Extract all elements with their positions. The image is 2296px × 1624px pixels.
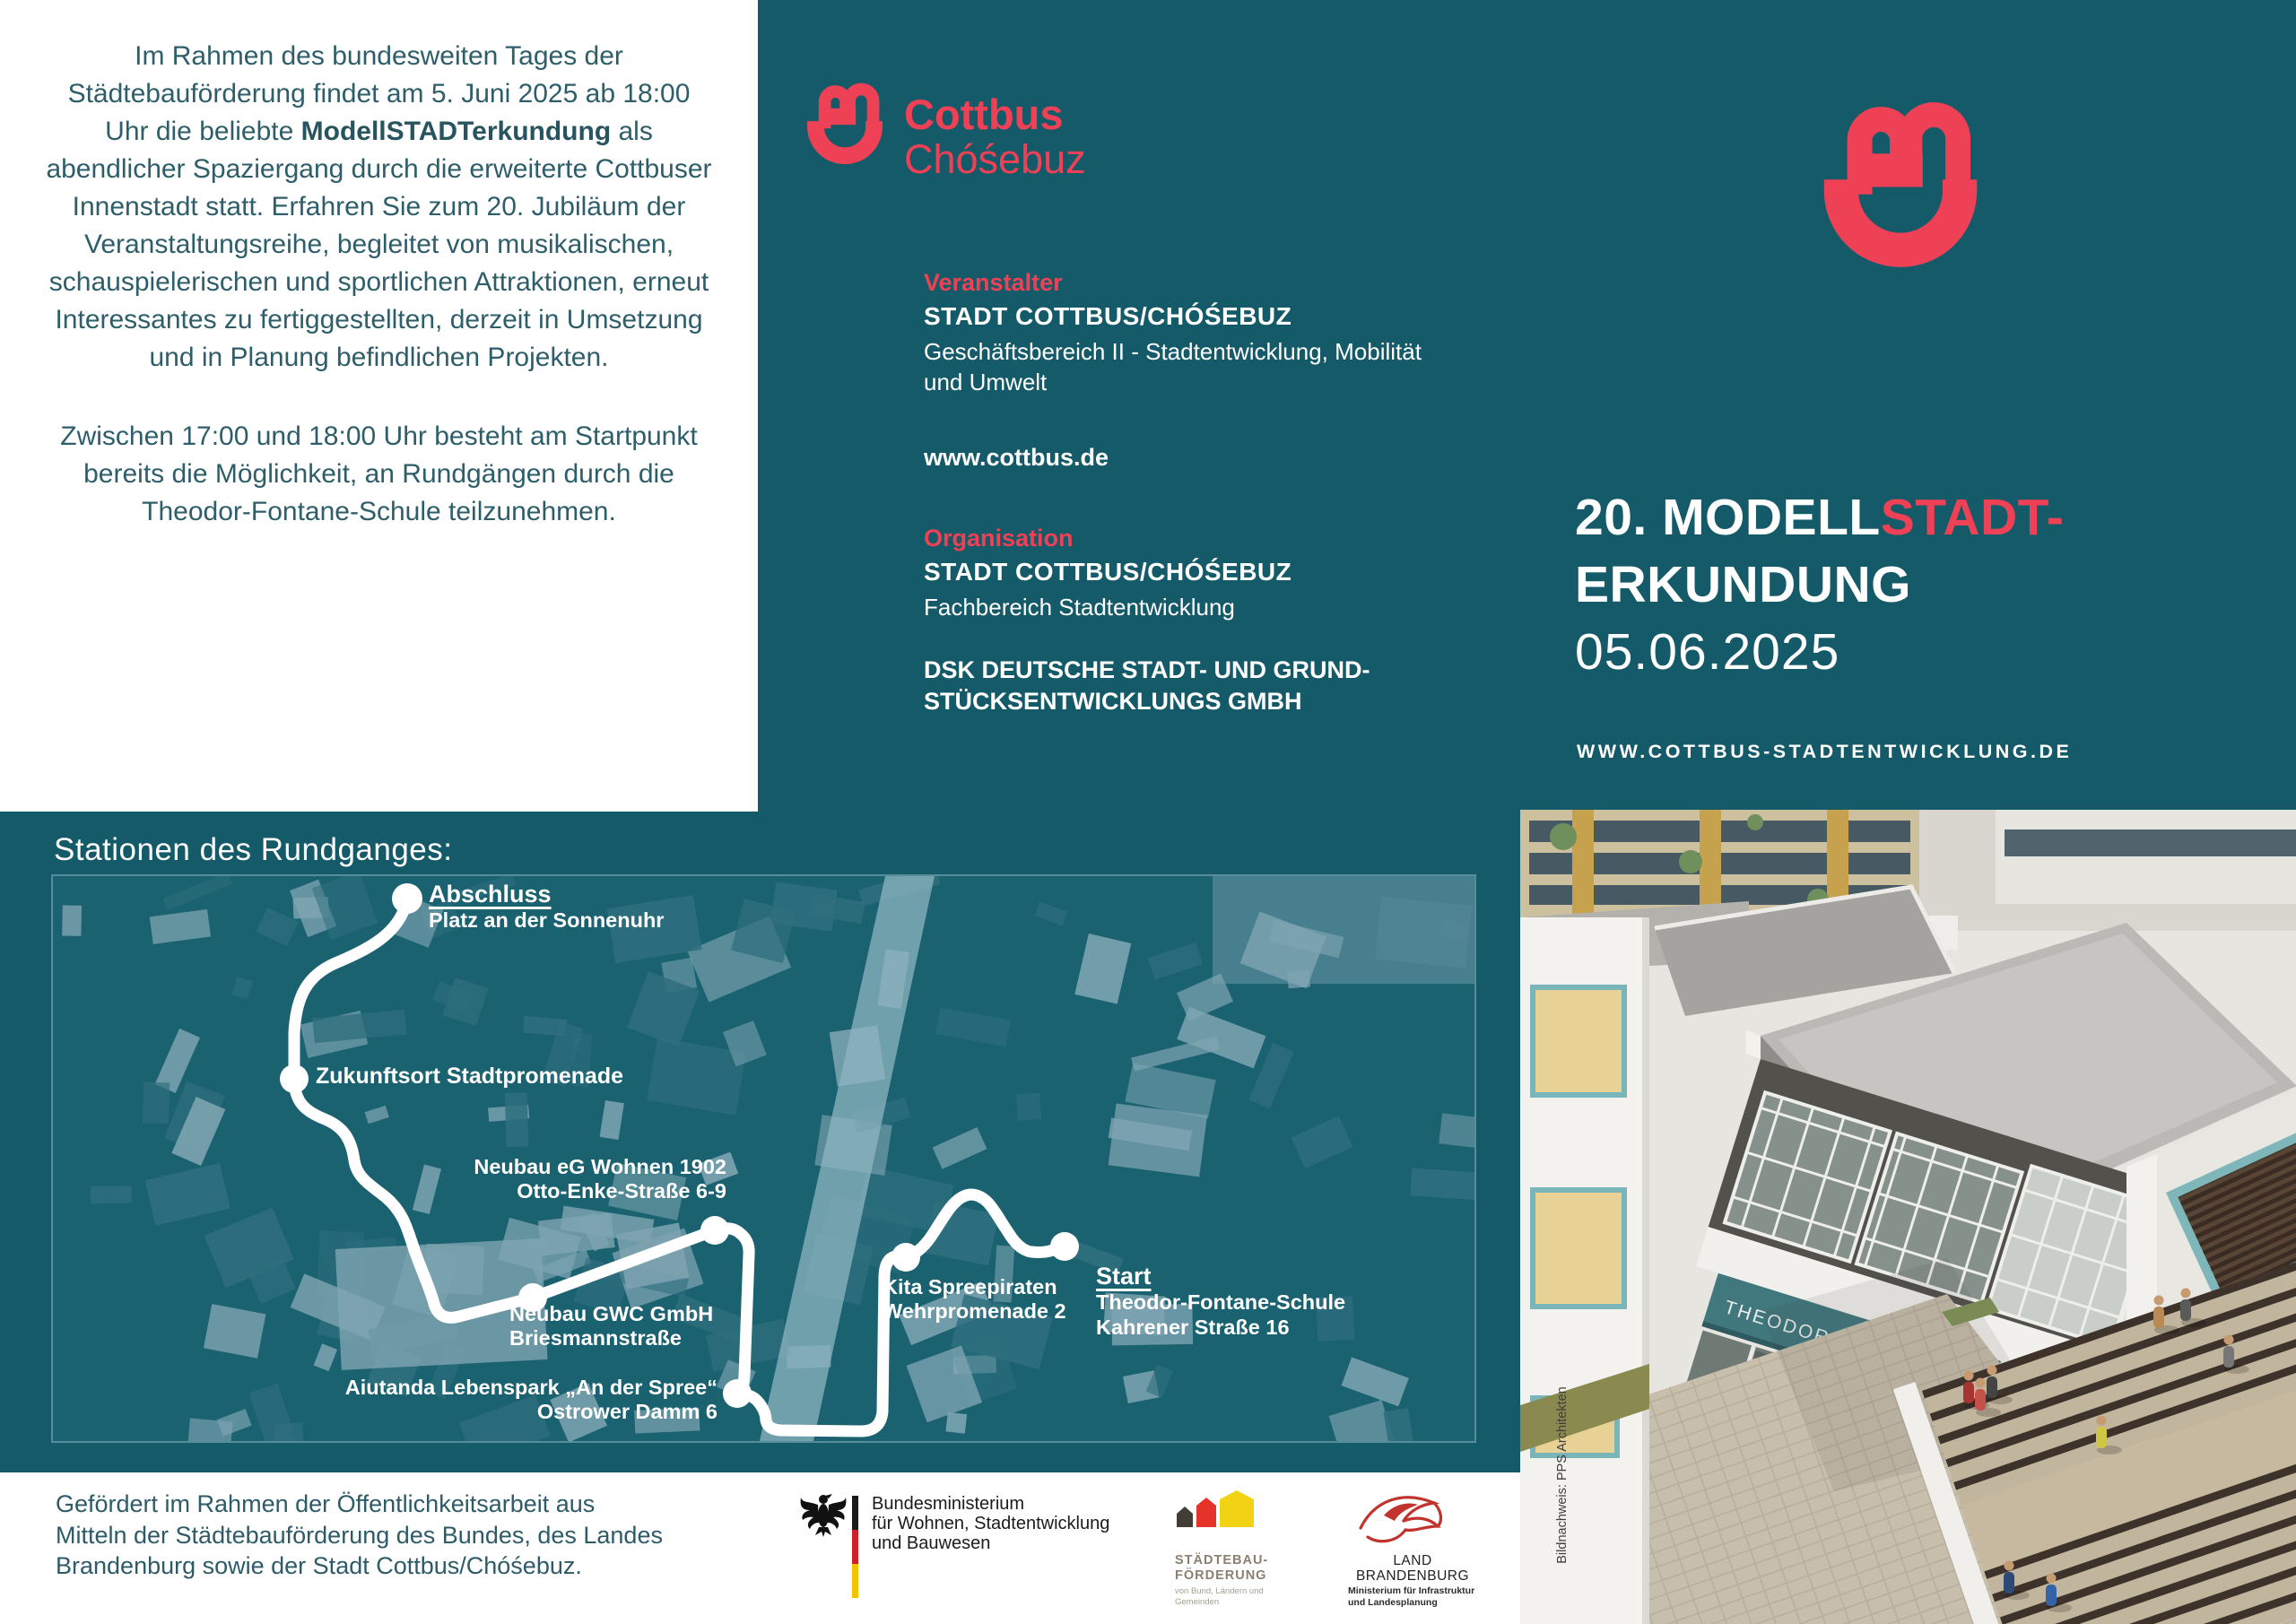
- station-label-neubau-eg: [430, 1155, 726, 1204]
- cottbus-logo-icon: [804, 63, 886, 172]
- stb-small1: von Bund, Ländern und: [1175, 1586, 1264, 1596]
- footer-line2: Mitteln der Städtebauförderung des Bundes, des Landes: [56, 1521, 663, 1549]
- veranstalter-line1: Geschäftsbereich II - Stadtentwicklung, Mobilität: [924, 338, 1422, 365]
- station-subtitle: Otto-Enke-Straße 6-9: [517, 1179, 726, 1203]
- event-title-white: 20. MODELL: [1575, 489, 1881, 546]
- staedtebaufoerderung-small-text: [1175, 1586, 1264, 1607]
- station-title: Start: [1096, 1263, 1152, 1290]
- event-title-line1: [1575, 484, 2274, 551]
- organisation-line1: Fachbereich Stadtentwicklung: [924, 594, 1235, 621]
- bundesadler-eagle-icon: [799, 1489, 848, 1539]
- station-subtitle: Wehrpromenade 2: [883, 1299, 1066, 1324]
- station-title: Neubau eG Wohnen 1902: [474, 1155, 726, 1178]
- station-title: Kita Spreepiraten: [883, 1275, 1057, 1298]
- station-dot-start: [1050, 1232, 1079, 1261]
- organisation-label: Organisation: [924, 525, 1074, 551]
- station-dot-zukunftsort: [280, 1064, 309, 1093]
- station-dot-aiutanda: [723, 1379, 752, 1408]
- organisation-partner-line1: DSK DEUTSCHE STADT- UND GRUND-: [924, 656, 1370, 684]
- german-flag-bar: [852, 1496, 858, 1598]
- bmwsb-line3: und Bauwesen: [872, 1533, 991, 1553]
- veranstalter-website: www.cottbus.de: [924, 444, 1109, 471]
- station-dot-abschluss: [392, 883, 422, 914]
- brand-city-name-sorbian: Chóśebuz: [904, 136, 1086, 182]
- intro-text-bold: ModellSTADTerkundung: [300, 117, 612, 146]
- veranstalter-label: Veranstalter: [924, 269, 1063, 296]
- station-label-aiutanda: [332, 1376, 718, 1425]
- building-render-image: [1520, 810, 2296, 1624]
- route-map: [51, 874, 1476, 1443]
- station-title: Abschluss: [429, 881, 552, 908]
- stb-line2: FÖRDERUNG: [1175, 1568, 1267, 1583]
- lbb-line1: LAND: [1393, 1553, 1432, 1568]
- map-heading: Stationen des Rundganges:: [54, 832, 453, 867]
- intro-text-end: als abendlicher Spaziergang durch die erweiterte Cottbuser Innenstadt statt. Erfahren Sie zum 20. Jubiläum der Veranstaltungsreihe, begleitet von musikalischen, schauspielerischen und sportlichen Attraktionen, erneut Interessantes zu fertiggestellten, derzeit in Umsetzung und in Planung befindlichen Projekten.: [46, 117, 712, 372]
- veranstalter-block: [924, 269, 1552, 398]
- intro-paragraph-2: Zwischen 17:00 und 18:00 Uhr besteht am Startpunkt bereits die Möglichkeit, an Rundgängen durch die Theodor-Fontane-Schule teilzunehmen.: [60, 421, 698, 526]
- station-subtitle: Platz an der Sonnenuhr: [429, 908, 665, 933]
- station-dot-otto-enke: [700, 1216, 729, 1245]
- station-dot-kita: [891, 1243, 920, 1272]
- station-label-gwc: [509, 1302, 713, 1351]
- station-subtitle: Theodor-Fontane-Schule: [1096, 1290, 1346, 1315]
- cottbus-logo-large-icon: [1817, 61, 1984, 283]
- intro-paragraph-1: [43, 38, 715, 377]
- brandenburg-logo-text: [1341, 1553, 1484, 1584]
- lbb-small2: und Landesplanung: [1348, 1597, 1438, 1608]
- bmwsb-line2: für Wohnen, Stadtentwicklung: [872, 1514, 1110, 1533]
- intro-panel: [0, 0, 758, 812]
- footer-funding-note: [56, 1489, 663, 1582]
- event-title-line2: ERKUNDUNG: [1575, 556, 1911, 614]
- station-title: Aiutanda Lebenspark „An der Spree“: [344, 1376, 718, 1399]
- station-label-start: [1096, 1263, 1345, 1340]
- veranstalter-line2: und Umwelt: [924, 369, 1048, 396]
- veranstalter-name: STADT COTTBUS/CHÓŚEBUZ: [924, 302, 1292, 330]
- organisation-block: [924, 525, 1552, 718]
- lbb-line2: BRANDENBURG: [1355, 1568, 1470, 1584]
- intro-text-start: Im Rahmen des bundesweiten Tages der Städtebauförderung findet am 5. Juni 2025 ab 18:00 Uhr die beliebte: [67, 41, 691, 146]
- footer-line1: Gefördert im Rahmen der Öffentlichkeitsarbeit aus: [56, 1490, 596, 1517]
- event-website: WWW.COTTBUS-STADTENTWICKLUNG.DE: [1577, 741, 2073, 762]
- station-subtitle: Ostrower Damm 6: [536, 1400, 718, 1424]
- bmwsb-line1: Bundesministerium: [872, 1494, 1025, 1514]
- stb-line1: STÄDTEBAU-: [1175, 1553, 1269, 1568]
- station-title: Zukunftsort Stadtpromenade: [316, 1064, 624, 1089]
- brandenburg-eagle-icon: [1348, 1485, 1456, 1553]
- station-label-abschluss: [429, 881, 664, 934]
- brandenburg-small-text: [1341, 1585, 1502, 1609]
- brand-city-name: Cottbus: [904, 91, 1064, 138]
- staedtebaufoerderung-logo-text: [1175, 1553, 1268, 1584]
- stb-small2: Gemeinden: [1175, 1596, 1220, 1607]
- event-title: [1575, 484, 2274, 687]
- event-title-red: STADT-: [1880, 489, 2065, 546]
- lbb-small1: Ministerium für Infrastruktur: [1348, 1585, 1475, 1596]
- event-date: 05.06.2025: [1575, 623, 1840, 682]
- organisation-partner-line2: STÜCKSENTWICKLUNGS GMBH: [924, 688, 1302, 716]
- station-label-kita: [883, 1275, 1066, 1324]
- photo-credit: Bildnachweis: PPS Architekten: [1555, 1386, 1570, 1564]
- staedtebaufoerderung-houses-icon: [1173, 1490, 1263, 1548]
- footer-line3: Brandenburg sowie der Stadt Cottbus/Chóśebuz.: [56, 1552, 582, 1580]
- station-label-zukunftsort: [316, 1064, 623, 1090]
- organisation-name: STADT COTTBUS/CHÓŚEBUZ: [924, 558, 1292, 586]
- map-pale-area: [1213, 876, 1474, 984]
- bmwsb-logo-text: [872, 1494, 1109, 1553]
- station-subtitle2: Kahrener Straße 16: [1096, 1315, 1290, 1339]
- station-subtitle: Briesmannstraße: [509, 1326, 682, 1350]
- station-title: Neubau GWC GmbH: [509, 1302, 714, 1325]
